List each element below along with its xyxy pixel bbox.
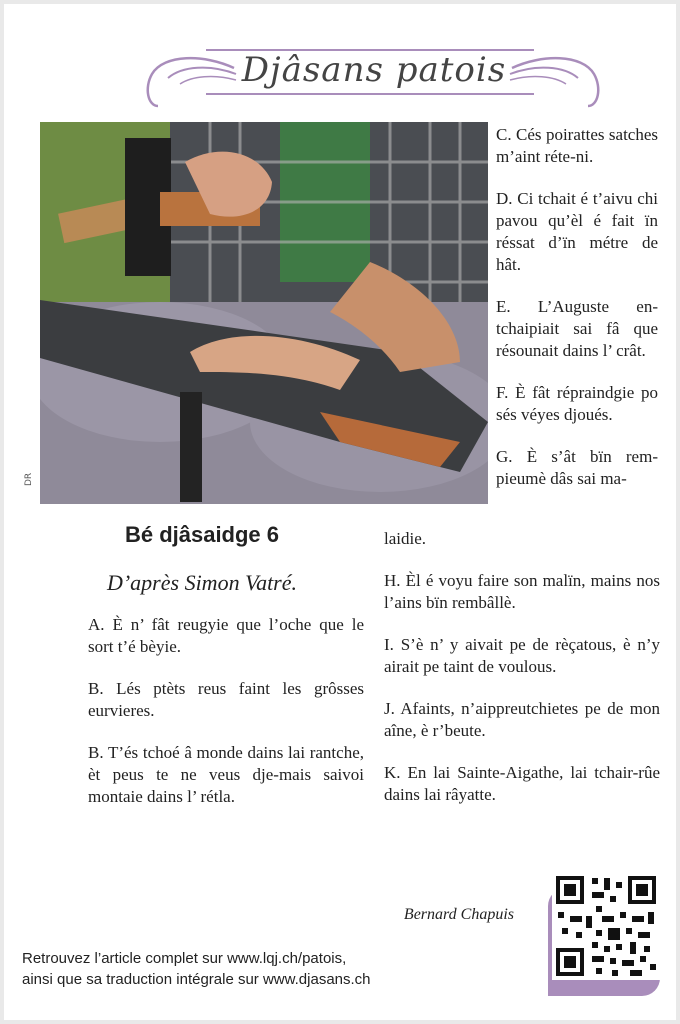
- proverb-g: G. È s’ât bïn rem-pieumè dâs sai ma-: [496, 447, 658, 488]
- proverb-e: E. L’Auguste en-tchaipiait sai fâ que résounait dains l’ crât.: [496, 297, 658, 360]
- proverb-c: C. Cés poirattes satches m’aint réte-ni.: [496, 125, 658, 166]
- section-title: Djâsans patois: [241, 50, 507, 90]
- proverbs-column-bottom-right: [384, 528, 660, 826]
- proverb-j: J. Afaints, n’aippreutchietes pe de mon aîne, è r’beute.: [384, 699, 660, 740]
- proverb-b1: B. Lés ptèts reus faint les grôsses eurvieres.: [88, 679, 364, 720]
- photo-credit: DR: [24, 472, 34, 486]
- proverb-i: I. S’è n’ y aivait pe de rèçatous, è n’y airait pe taint de voulous.: [384, 635, 660, 676]
- header-banner: [144, 44, 604, 114]
- page: [4, 4, 676, 1020]
- qr-code-icon[interactable]: [552, 872, 660, 980]
- proverbs-column-top-right: [496, 124, 658, 510]
- footer-line-translation: ainsi que sa traduction intégrale sur www.djasans.ch: [22, 971, 371, 988]
- article-source: D’après Simon Vatré.: [106, 570, 298, 595]
- proverb-k: K. En lai Sainte-Aigathe, lai tchair-rûe dains lai râyatte.: [384, 763, 660, 804]
- author-signature: Bernard Chapuis: [403, 906, 514, 923]
- proverb-h: H. Èl é voyu faire son malïn, mains nos l’ains bïn rembâllè.: [384, 571, 660, 612]
- proverb-b2: B. T’és tchoé â monde dains lai rantche, èt peus te ne veus dje-mais saivoi montaie dains l’ rétla.: [88, 743, 364, 806]
- footer-note: [22, 948, 442, 990]
- proverb-g-continued: laidie.: [384, 529, 427, 548]
- footer-line-article: Retrouvez l’article complet sur www.lqj.ch/patois,: [22, 950, 347, 967]
- proverb-d: D. Ci tchait é t’aivu chi pavou qu’èl é fait ïn réssat d’ïn métre de hât.: [496, 189, 658, 274]
- article-photo: [40, 122, 488, 504]
- proverbs-column-left: [88, 614, 364, 828]
- proverb-f: F. È fât répraindgie po sés véyes djoués.: [496, 383, 658, 424]
- article-title: Bé djâsaidge 6: [124, 522, 280, 547]
- proverb-a: A. È n’ fât reugyie que l’oche que le sort t’é bèyie.: [88, 615, 364, 656]
